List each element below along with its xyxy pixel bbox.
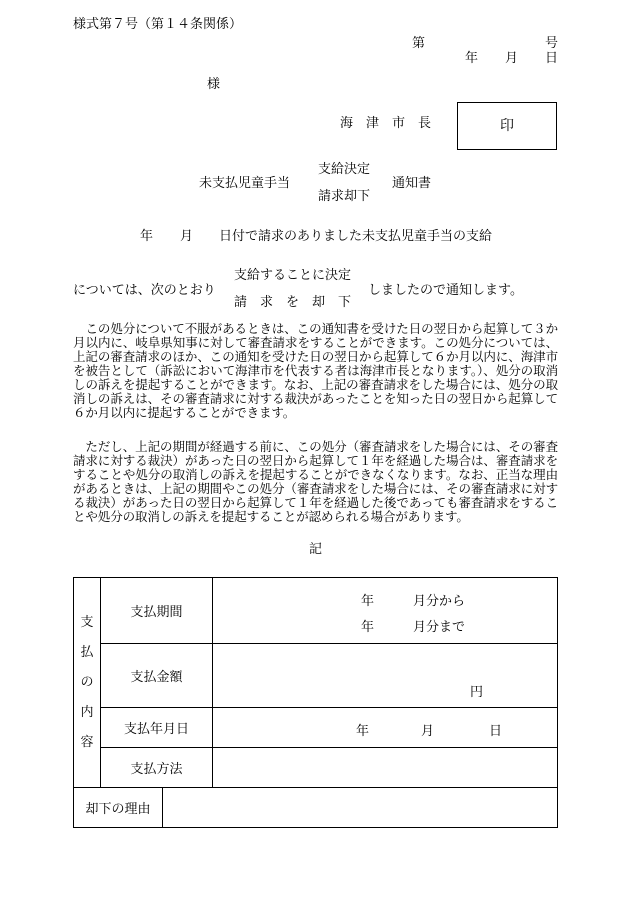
document-number-suffix: 号	[545, 36, 559, 51]
payment-period-cell	[213, 578, 558, 644]
request-sentence: 日付で請求のありました未支払児童手当の支給	[219, 229, 493, 244]
notice-prefix: については、次のとおり	[73, 283, 216, 298]
payment-details-table	[73, 577, 558, 828]
payment-period-from: 年 月分から	[361, 594, 466, 609]
ki-heading: 記	[309, 542, 323, 557]
payment-date-month: 月	[421, 724, 435, 739]
issue-date-month: 月	[505, 51, 519, 66]
payment-date-year: 年	[356, 724, 370, 739]
document-number-prefix: 第	[412, 36, 426, 51]
form-number-label: 様式第７号（第１４条関係）	[73, 17, 243, 32]
payment-details-group-label: 支 払 の 内 容	[74, 578, 101, 788]
payment-amount-unit: 円	[470, 685, 484, 700]
title-right: 通知書	[392, 176, 432, 191]
notice-suffix: しましたので通知します。	[368, 283, 523, 298]
seal-box	[457, 102, 557, 150]
title-option-decision: 支給決定	[318, 162, 371, 177]
issue-date-year: 年	[465, 51, 479, 66]
notice-option-rejection: 請 求 を 却 下	[234, 295, 352, 310]
payment-date-label: 支払年月日	[101, 708, 213, 748]
rejection-reason-label: 却下の理由	[74, 788, 163, 828]
notice-option-payment: 支給することに決定	[234, 268, 352, 283]
payment-amount-label: 支払金額	[101, 644, 213, 708]
title-left: 未支払児童手当	[199, 176, 291, 191]
issue-date-day: 日	[545, 51, 559, 66]
payment-date-day: 日	[489, 724, 503, 739]
rejection-reason-cell	[163, 788, 558, 828]
payment-period-label: 支払期間	[101, 578, 213, 644]
title-option-rejection: 請求却下	[318, 189, 371, 204]
payment-amount-cell	[213, 644, 558, 708]
appeal-notice-paragraph-2: ただし、上記の期間が経過する前に、この処分（審査請求をした場合には、その審査請求に対する裁決）があった日の翌日から起算して１年を経過した場合は、審査請求をすることや処分の取消しの訴えを提起することができなくなります。なお、正当な理由があるときは、上記の期間やこの処分（審査請求をした場合には、その審査請求に対する裁決）があった日の翌日から起算して１年を経過した後であっても審査請求をすることや処分の取消しの訴えを提起することが認められる場合があります。	[73, 439, 558, 524]
issuer-name: 海 津 市 長	[340, 116, 432, 131]
appeal-notice-paragraph-1: この処分について不服があるときは、この通知書を受けた日の翌日から起算して３か月以内に、岐阜県知事に対して審査請求をすることができます。この処分については、上記の審査請求のほか、この通知を受けた日の翌日から起算して６か月以内に、海津市を被告として（訴訟において海津市を代表する者は海津市長となります。）、処分の取消しの訴えを提起することができます。なお、上記の審査請求をした場合には、処分の取消しの訴えは、その審査請求に対する裁決があったことを知った日の翌日から起算して６か月以内に提起することができます。	[73, 321, 558, 420]
payment-method-cell	[213, 748, 558, 788]
seal-mark: 印	[500, 118, 514, 134]
payment-period-to: 年 月分まで	[361, 620, 466, 635]
payment-method-label: 支払方法	[101, 748, 213, 788]
request-date-year: 年	[140, 229, 154, 244]
addressee-honorific: 様	[207, 77, 221, 92]
request-date-month: 月	[180, 229, 194, 244]
payment-date-cell	[213, 708, 558, 748]
